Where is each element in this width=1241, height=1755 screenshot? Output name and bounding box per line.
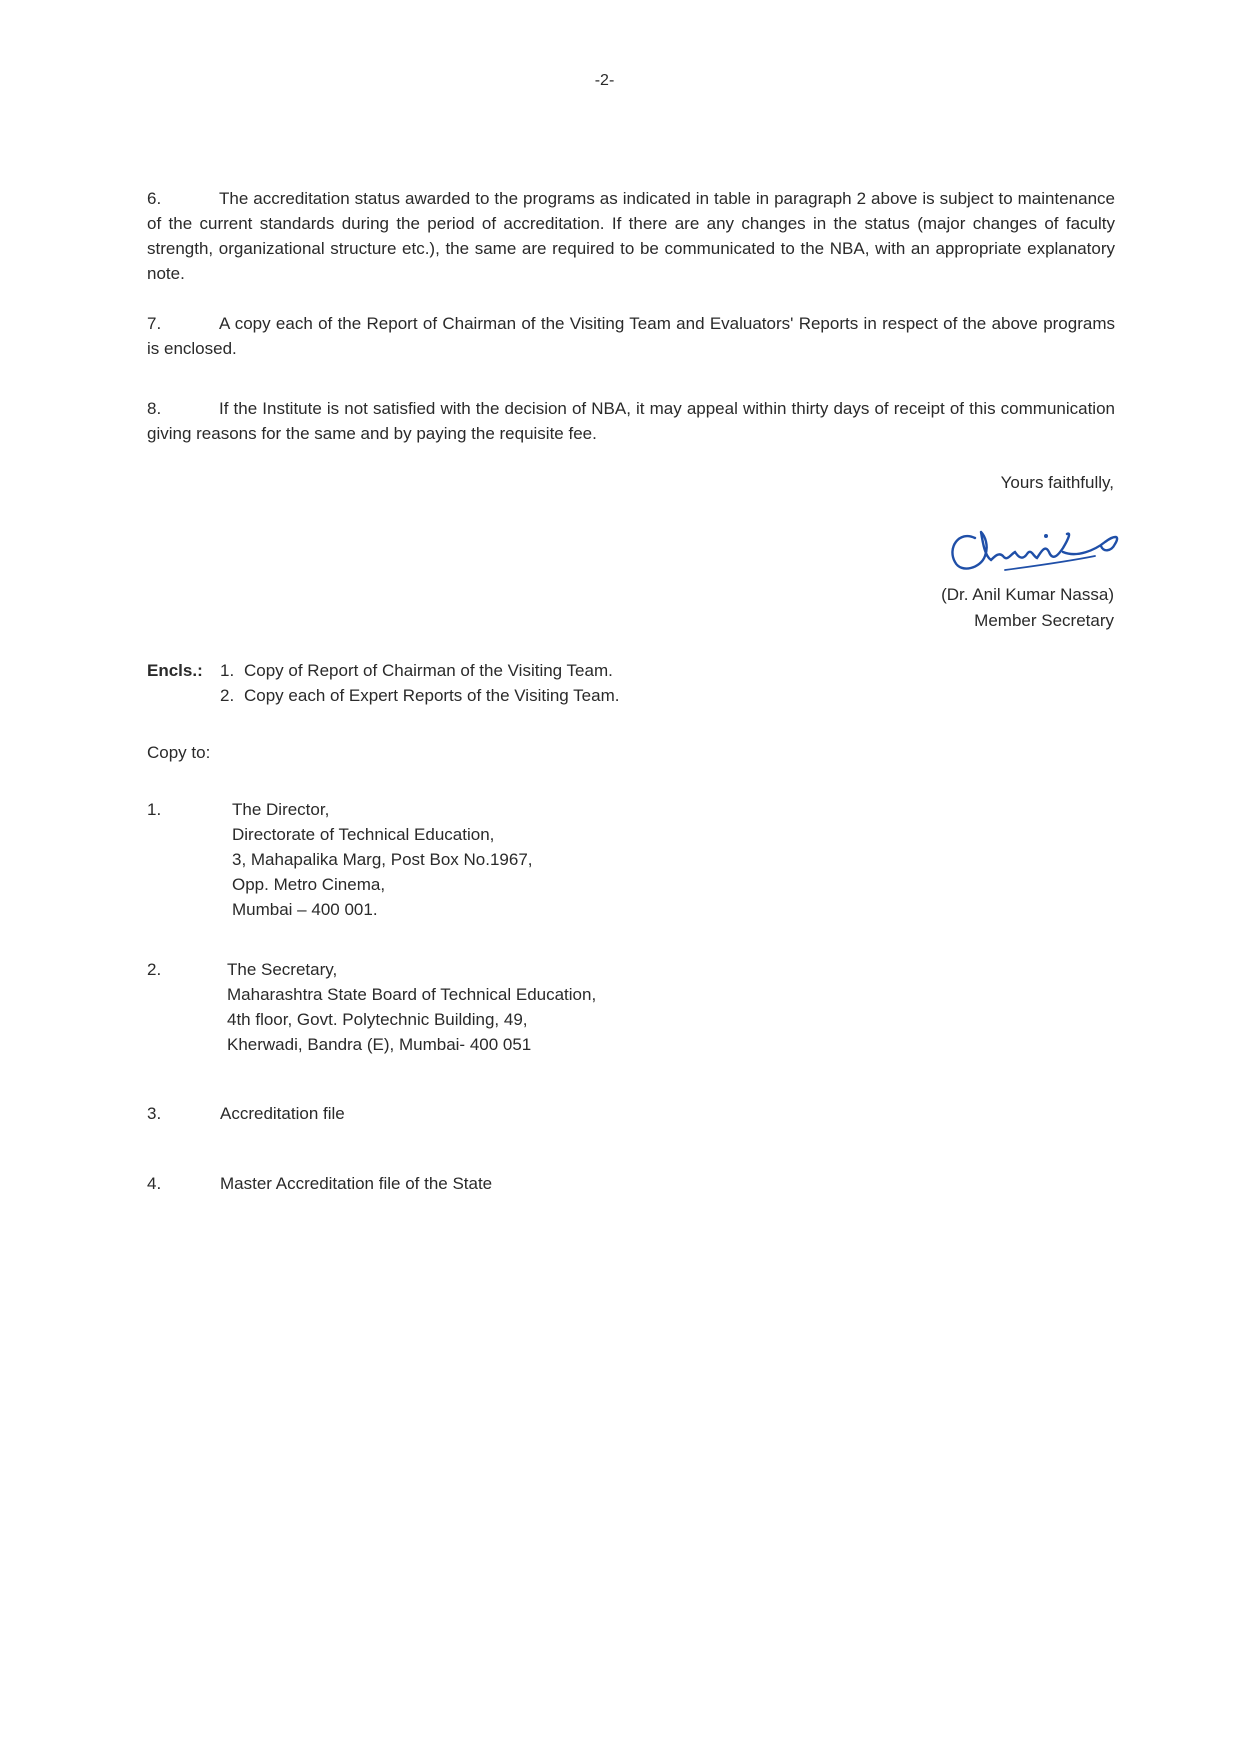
paragraph-8 (147, 396, 1115, 446)
address-line: Master Accreditation file of the State (220, 1174, 493, 1193)
closing-salutation: Yours faithfully, (1000, 473, 1114, 492)
list-item-text: Copy each of Expert Reports of the Visiting Team. (244, 686, 620, 705)
enclosures-list (220, 658, 619, 708)
paragraph-text: The accreditation status awarded to the programs as indicated in table in paragraph 2 above is subject to maintenance of the current standards during the period of accreditation. If there are any changes in the status (major changes of faculty strength, organizational structure etc.), the same are required to be communicated to the NBA, with an appropriate explanatory note. (147, 189, 1115, 283)
address-line: Opp. Metro Cinema, (232, 875, 386, 894)
enclosures-label: Encls.: (147, 661, 203, 680)
copy-to-label: Copy to: (147, 743, 211, 762)
paragraph-number: 6. (147, 189, 162, 208)
address-line: Maharashtra State Board of Technical Education, (227, 985, 597, 1004)
recipient-address (220, 1101, 345, 1126)
address-line: 3, Mahapalika Marg, Post Box No.1967, (232, 850, 533, 869)
paragraph-7 (147, 311, 1115, 361)
address-line: 4th floor, Govt. Polytechnic Building, 49, (227, 1010, 528, 1029)
paragraph-6 (147, 186, 1115, 286)
recipient-address (220, 1171, 492, 1196)
recipient-number: 1. (147, 800, 162, 819)
list-item-number: 2. (220, 686, 235, 705)
recipient-number: 3. (147, 1104, 162, 1123)
list-item-text: Copy of Report of Chairman of the Visiting Team. (244, 661, 613, 680)
address-line: Accreditation file (220, 1104, 345, 1123)
address-line: Directorate of Technical Education, (232, 825, 495, 844)
address-line: The Director, (232, 800, 330, 819)
paragraph-text: If the Institute is not satisfied with the decision of NBA, it may appeal within thirty days of receipt of this communication giving reasons for the same and by paying the requisite fee. (147, 399, 1115, 443)
paragraph-number: 8. (147, 399, 162, 418)
address-line: Mumbai – 400 001. (232, 900, 378, 919)
paragraph-text: A copy each of the Report of Chairman of the Visiting Team and Evaluators' Reports in respect of the above programs is enclosed. (147, 314, 1115, 358)
address-line: Kherwadi, Bandra (E), Mumbai- 400 051 (227, 1035, 532, 1054)
page-number: -2- (594, 72, 615, 89)
paragraph-number: 7. (147, 314, 162, 333)
list-item (220, 658, 619, 683)
address-line: The Secretary, (227, 960, 338, 979)
list-item (220, 683, 619, 708)
signatory-name: (Dr. Anil Kumar Nassa) (941, 585, 1114, 604)
signatory-title: Member Secretary (974, 611, 1114, 630)
recipient-address (227, 957, 596, 1057)
recipient-address (232, 797, 533, 922)
list-item-number: 1. (220, 661, 235, 680)
signature-image (945, 522, 1145, 578)
recipient-number: 4. (147, 1174, 162, 1193)
recipient-number: 2. (147, 960, 162, 979)
